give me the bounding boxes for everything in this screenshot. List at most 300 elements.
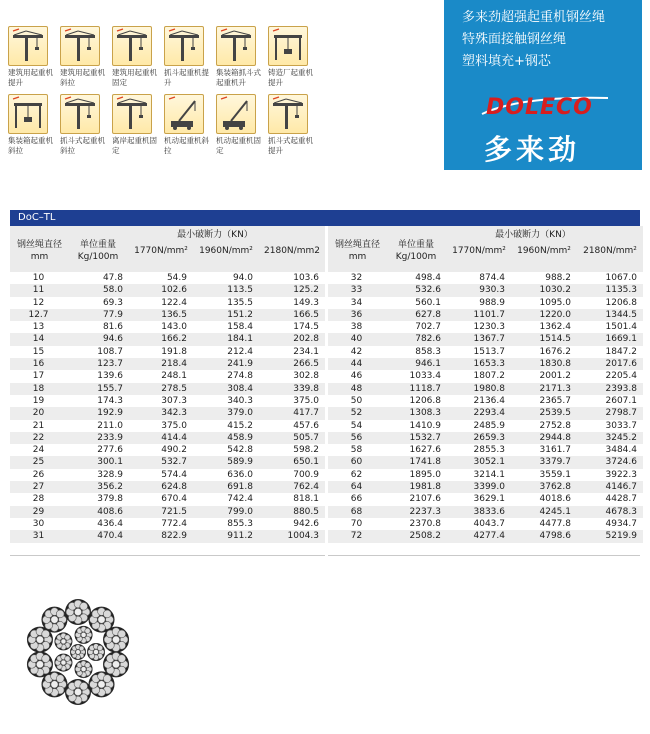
table-row [328, 321, 643, 333]
cell-force-1960: 911.2 [227, 531, 253, 542]
brand-tagline-3: 塑料填充+钢芯 [462, 54, 551, 69]
cell-force-2180: 4146.7 [605, 482, 637, 493]
cell-force-1960: 2539.5 [539, 408, 571, 419]
header-grade-1960: 1960N/mm² [199, 246, 253, 256]
cell-force-2180: 650.1 [293, 457, 319, 468]
table-row [328, 346, 643, 358]
cell-force-2180: 1067.0 [605, 273, 637, 283]
cell-force-2180: 505.7 [293, 432, 319, 443]
cell-force-1960: 151.2 [227, 309, 253, 320]
cell-diameter: 36 [350, 309, 363, 320]
cell-force-1770: 191.8 [161, 346, 187, 357]
cell-force-1770: 54.9 [166, 273, 187, 283]
cell-weight: 81.6 [102, 322, 123, 333]
cell-diameter: 64 [350, 482, 363, 493]
cell-force-1770: 278.5 [161, 383, 187, 394]
cell-force-2180: 942.6 [293, 518, 319, 529]
application-icon-cell [60, 26, 112, 88]
cell-weight: 1627.6 [409, 445, 441, 456]
header-diameter-right: 钢丝绳直径 [334, 240, 380, 250]
cell-force-1960: 4798.6 [539, 531, 571, 542]
cell-diameter: 60 [350, 457, 363, 468]
brand-tagline-1: 多来劲超强起重机钢丝绳 [462, 10, 606, 25]
table-row [10, 530, 325, 542]
header-grade-1770-right: 1770N/mm² [452, 246, 506, 256]
application-icon-label: 建筑用起重机固定 [112, 68, 157, 87]
cell-diameter: 32 [350, 273, 363, 283]
cell-diameter: 33 [350, 285, 363, 296]
table-row [328, 383, 643, 395]
cell-diameter: 52 [350, 408, 363, 419]
cell-weight: 155.7 [97, 383, 123, 394]
cell-diameter: 24 [32, 445, 45, 456]
cell-diameter: 10 [32, 273, 45, 283]
table-row [10, 321, 325, 333]
cell-force-1770: 2485.9 [473, 420, 505, 431]
cell-force-1770: 772.4 [161, 518, 187, 529]
table-row [328, 444, 643, 456]
cell-diameter: 19 [32, 395, 45, 406]
application-icon-label: 抓斗式起重机斜拉 [60, 136, 105, 155]
cell-force-1960: 3762.8 [539, 482, 571, 493]
cell-weight: 627.8 [415, 309, 441, 320]
cell-weight: 108.7 [97, 346, 123, 357]
cell-weight: 233.9 [97, 432, 123, 443]
cell-force-2180: 3033.7 [605, 420, 637, 431]
header-diameter-unit-right: mm [348, 252, 367, 262]
cell-force-2180: 1004.3 [287, 531, 319, 542]
breaking-force-table [10, 210, 640, 556]
cell-diameter: 30 [32, 518, 45, 529]
cell-force-1770: 2136.4 [473, 395, 505, 406]
cell-weight: 1308.3 [409, 408, 441, 419]
application-icon-label: 抓斗式起重机提升 [268, 136, 313, 155]
table-row [328, 456, 643, 468]
cell-weight: 211.0 [97, 420, 123, 431]
wire-rope-cross-section-icon [22, 596, 134, 708]
cell-force-1770: 375.0 [161, 420, 187, 431]
rope-strand [65, 679, 91, 705]
application-icon-cell [112, 94, 164, 156]
cell-force-1770: 1367.7 [473, 334, 505, 345]
cell-force-1960: 589.9 [227, 457, 253, 468]
cell-force-1770: 4277.4 [473, 531, 505, 542]
cell-force-1960: 274.8 [227, 371, 253, 382]
cell-weight: 946.1 [415, 359, 441, 370]
cell-force-2180: 174.5 [293, 322, 319, 333]
application-icon-label: 离岸起重机固定 [112, 136, 157, 155]
cell-force-2180: 375.0 [293, 395, 319, 406]
application-icon-cell [164, 94, 216, 156]
cell-diameter: 12 [32, 297, 45, 308]
table-row [328, 333, 643, 345]
cell-force-2180: 598.2 [293, 445, 319, 456]
cell-force-1770: 307.3 [161, 395, 187, 406]
cell-force-1770: 4043.7 [473, 518, 505, 529]
cell-diameter: 15 [32, 346, 45, 357]
cell-weight: 77.9 [102, 309, 123, 320]
application-icon-label: 抓斗起重机提升 [164, 68, 209, 87]
cell-force-2180: 2205.4 [605, 371, 637, 382]
cell-diameter: 54 [350, 420, 363, 431]
cell-force-1960: 340.3 [227, 395, 253, 406]
cell-force-1770: 218.4 [161, 359, 187, 370]
cell-diameter: 40 [350, 334, 363, 345]
cell-force-1960: 1095.0 [539, 297, 571, 308]
cell-weight: 1532.7 [409, 432, 441, 443]
cell-force-2180: 166.5 [293, 309, 319, 320]
application-icon-cell [216, 94, 268, 156]
cell-weight: 1981.8 [409, 482, 441, 493]
cell-force-1770: 670.4 [161, 494, 187, 505]
table-row [328, 530, 643, 542]
cell-force-2180: 762.4 [293, 482, 319, 493]
table-row [328, 309, 643, 321]
cell-force-2180: 234.1 [293, 346, 319, 357]
table-row [10, 333, 325, 345]
cell-force-1770: 1230.3 [473, 322, 505, 333]
tower-crane-hoist-icon [8, 26, 48, 66]
cell-force-1960: 2365.7 [539, 395, 571, 406]
cell-force-2180: 2017.6 [605, 359, 637, 370]
cell-weight: 1206.8 [409, 395, 441, 406]
cell-diameter: 20 [32, 408, 45, 419]
table-rows-left [10, 272, 325, 543]
cell-force-2180: 1501.4 [605, 322, 637, 333]
cell-force-2180: 3724.6 [605, 457, 637, 468]
cell-force-1770: 3052.1 [473, 457, 505, 468]
cell-weight: 782.6 [415, 334, 441, 345]
cell-diameter: 12.7 [28, 309, 49, 320]
cell-force-1770: 532.7 [161, 457, 187, 468]
table-row [328, 432, 643, 444]
table-row [328, 297, 643, 309]
cell-force-1960: 855.3 [227, 518, 253, 529]
rope-strand [75, 626, 93, 644]
cell-force-1960: 1514.5 [539, 334, 571, 345]
table-row [10, 432, 325, 444]
table-row [328, 272, 643, 284]
container-crane-diagonal-icon [8, 94, 48, 134]
cell-force-1770: 3629.1 [473, 494, 505, 505]
cell-force-2180: 3484.4 [605, 445, 637, 456]
cell-diameter: 46 [350, 371, 363, 382]
table-row [10, 506, 325, 518]
cell-diameter: 62 [350, 469, 363, 480]
cell-force-1770: 1513.7 [473, 346, 505, 357]
cell-force-2180: 103.6 [293, 273, 319, 283]
table-row [10, 420, 325, 432]
cell-force-1960: 415.2 [227, 420, 253, 431]
cell-force-2180: 818.1 [293, 494, 319, 505]
cell-force-2180: 700.9 [293, 469, 319, 480]
table-row [328, 469, 643, 481]
cell-weight: 58.0 [102, 285, 123, 296]
cell-diameter: 72 [350, 531, 363, 542]
header-weight-right: 单位重量 [397, 240, 434, 250]
rope-strand [41, 607, 67, 633]
rope-strand [65, 599, 91, 625]
cell-weight: 1118.7 [409, 383, 441, 394]
cell-force-1960: 988.2 [545, 273, 571, 283]
cell-force-1960: 3559.1 [539, 469, 571, 480]
brand-tagline-2: 特殊面接触钢丝绳 [462, 32, 567, 47]
application-icon-cell [60, 94, 112, 156]
table-header-left [10, 226, 325, 272]
cell-weight: 498.4 [415, 273, 441, 283]
table-row [10, 395, 325, 407]
cell-weight: 532.6 [415, 285, 441, 296]
cell-force-1960: 1220.0 [539, 309, 571, 320]
cell-diameter: 44 [350, 359, 363, 370]
cell-force-1770: 930.3 [479, 285, 505, 296]
table-row [10, 272, 325, 284]
cell-weight: 139.6 [97, 371, 123, 382]
application-icon-label: 集装箱抓斗式起重机升 [216, 68, 261, 87]
rope-strand [27, 651, 53, 677]
cell-diameter: 50 [350, 395, 363, 406]
cell-weight: 356.2 [97, 482, 123, 493]
cell-force-1960: 212.4 [227, 346, 253, 357]
application-icon-label: 建筑用起重机提升 [8, 68, 53, 87]
header-breaking-force: 最小破断力（KN） [177, 230, 253, 240]
table-row [10, 493, 325, 505]
cell-weight: 69.3 [102, 297, 123, 308]
cell-force-1960: 4477.8 [539, 518, 571, 529]
cell-force-2180: 1669.1 [605, 334, 637, 345]
cell-weight: 1410.9 [409, 420, 441, 431]
cell-diameter: 18 [32, 383, 45, 394]
brand-name-cn: 多来劲 [484, 133, 581, 166]
cell-force-2180: 880.5 [293, 506, 319, 517]
cell-force-2180: 1135.3 [605, 285, 637, 296]
application-icon-cell [8, 94, 60, 156]
cell-force-2180: 339.8 [293, 383, 319, 394]
table-row [10, 383, 325, 395]
rope-strand [54, 632, 72, 650]
cell-force-2180: 3245.2 [605, 432, 637, 443]
table-row [10, 297, 325, 309]
cell-force-1960: 1830.8 [539, 359, 571, 370]
cell-force-2180: 4934.7 [605, 518, 637, 529]
cell-force-1770: 166.2 [161, 334, 187, 345]
cell-force-2180: 1206.8 [605, 297, 637, 308]
cell-force-1960: 3161.7 [539, 445, 571, 456]
offshore-crane-icon [112, 94, 152, 134]
rope-strand [75, 660, 93, 678]
cell-force-1960: 2001.2 [539, 371, 571, 382]
cell-force-1770: 136.5 [161, 309, 187, 320]
cell-weight: 436.4 [97, 518, 123, 529]
table-row [10, 346, 325, 358]
table-header-right [328, 226, 643, 272]
cell-diameter: 16 [32, 359, 45, 370]
rope-strand [89, 671, 115, 697]
table-row [328, 407, 643, 419]
table-right-half [328, 226, 643, 543]
application-icon-cell [268, 94, 320, 156]
application-icon-label: 机动起重机斜拉 [164, 136, 209, 155]
application-icon-cell [164, 26, 216, 88]
doleco-logo [480, 92, 610, 122]
cell-force-1960: 3379.7 [539, 457, 571, 468]
cell-weight: 858.3 [415, 346, 441, 357]
cell-weight: 2107.6 [409, 494, 441, 505]
table-row [328, 518, 643, 530]
table-row [328, 481, 643, 493]
cell-diameter: 14 [32, 334, 45, 345]
cell-force-1960: 135.5 [227, 297, 253, 308]
cell-force-1770: 1980.8 [473, 383, 505, 394]
cell-diameter: 26 [32, 469, 45, 480]
application-icon-label: 铸造厂起重机提升 [268, 68, 313, 87]
header-weight-unit: Kg/100m [77, 252, 119, 262]
cell-force-1960: 1676.2 [539, 346, 571, 357]
cell-diameter: 11 [32, 285, 45, 296]
cell-force-1960: 379.0 [227, 408, 253, 419]
cell-force-1770: 3833.6 [473, 506, 505, 517]
cell-force-1960: 458.9 [227, 432, 253, 443]
cell-force-2180: 125.2 [293, 285, 319, 296]
cell-weight: 470.4 [97, 531, 123, 542]
application-icon-label: 机动起重机固定 [216, 136, 261, 155]
table-row [328, 506, 643, 518]
cell-diameter: 21 [32, 420, 45, 431]
cell-force-1960: 184.1 [227, 334, 253, 345]
table-row [328, 284, 643, 296]
cell-weight: 300.1 [97, 457, 123, 468]
cell-force-1960: 113.5 [227, 285, 253, 296]
cell-force-1960: 308.4 [227, 383, 253, 394]
table-rows-right [328, 272, 643, 543]
cell-force-2180: 149.3 [293, 297, 319, 308]
cell-force-2180: 2607.1 [605, 395, 637, 406]
table-row [10, 456, 325, 468]
header-weight: 单位重量 [79, 240, 116, 250]
cell-force-2180: 266.5 [293, 359, 319, 370]
cell-diameter: 31 [32, 531, 45, 542]
tower-crane-fixed-icon [112, 26, 152, 66]
cell-diameter: 56 [350, 432, 363, 443]
cell-weight: 174.3 [97, 395, 123, 406]
cell-force-1770: 2293.4 [473, 408, 505, 419]
table-row [328, 420, 643, 432]
table-row [10, 309, 325, 321]
cell-force-1770: 1807.2 [473, 371, 505, 382]
cell-diameter: 42 [350, 346, 363, 357]
table-row [328, 395, 643, 407]
cell-force-1770: 822.9 [161, 531, 187, 542]
cell-force-2180: 4428.7 [605, 494, 637, 505]
cell-diameter: 68 [350, 506, 363, 517]
application-icon-label: 建筑用起重机斜拉 [60, 68, 105, 87]
cell-force-2180: 457.6 [293, 420, 319, 431]
cell-force-1960: 691.8 [227, 482, 253, 493]
cell-force-2180: 5219.9 [605, 531, 637, 542]
cell-weight: 94.6 [102, 334, 123, 345]
foundry-crane-icon [268, 26, 308, 66]
table-title: DoC–TL [10, 210, 640, 226]
table-row [10, 518, 325, 530]
cell-diameter: 66 [350, 494, 363, 505]
cell-diameter: 27 [32, 482, 45, 493]
header-diameter: 钢丝绳直径 [16, 240, 62, 250]
cell-force-1770: 3214.1 [473, 469, 505, 480]
table-left-half [10, 226, 325, 543]
table-row [10, 370, 325, 382]
header-diameter-unit: mm [30, 252, 49, 262]
table-row [10, 469, 325, 481]
application-icon-cell [112, 26, 164, 88]
table-row [10, 284, 325, 296]
cell-force-1960: 636.0 [227, 469, 253, 480]
cell-weight: 2370.8 [409, 518, 441, 529]
cell-diameter: 29 [32, 506, 45, 517]
cell-force-1770: 248.1 [161, 371, 187, 382]
cell-weight: 192.9 [97, 408, 123, 419]
cell-diameter: 70 [350, 518, 363, 529]
tower-crane-diagonal-icon [60, 26, 100, 66]
mobile-crane-diagonal-icon [164, 94, 204, 134]
cell-force-2180: 1344.5 [605, 309, 637, 320]
cell-force-1770: 1101.7 [473, 309, 505, 320]
cell-force-1960: 4018.6 [539, 494, 571, 505]
header-grade-2180-right: 2180N/mm² [583, 246, 637, 256]
cell-force-1770: 721.5 [161, 506, 187, 517]
table-row [10, 444, 325, 456]
cell-weight: 560.1 [415, 297, 441, 308]
cell-weight: 2508.2 [409, 531, 441, 542]
cell-weight: 1895.0 [409, 469, 441, 480]
cell-force-1770: 988.9 [479, 297, 505, 308]
table-row [10, 358, 325, 370]
table-row [328, 358, 643, 370]
mobile-crane-fixed-icon [216, 94, 256, 134]
application-icon-label: 集装箱起重机斜拉 [8, 136, 53, 155]
logo-text: DOLECO [486, 95, 593, 120]
cell-force-2180: 302.8 [293, 371, 319, 382]
cell-force-1770: 102.6 [161, 285, 187, 296]
cell-diameter: 38 [350, 322, 363, 333]
table-row [10, 481, 325, 493]
cell-force-2180: 2393.8 [605, 383, 637, 394]
grab-crane-lift-icon [268, 94, 308, 134]
cell-force-1770: 1653.3 [473, 359, 505, 370]
cell-diameter: 58 [350, 445, 363, 456]
table-row [10, 407, 325, 419]
cell-force-1770: 3399.0 [473, 482, 505, 493]
cell-diameter: 34 [350, 297, 363, 308]
table-row [328, 493, 643, 505]
grab-crane-hoist-icon [164, 26, 204, 66]
cell-weight: 2237.3 [409, 506, 441, 517]
cell-force-2180: 2798.7 [605, 408, 637, 419]
header-grade-1960-right: 1960N/mm² [517, 246, 571, 256]
cell-diameter: 28 [32, 494, 45, 505]
cell-weight: 379.8 [97, 494, 123, 505]
brand-panel [444, 0, 642, 170]
container-crane-hoist-icon [216, 26, 256, 66]
application-icon-cell [216, 26, 268, 88]
cell-force-1960: 2944.8 [539, 432, 571, 443]
cell-diameter: 13 [32, 322, 45, 333]
cell-force-1770: 414.4 [161, 432, 187, 443]
cell-force-1960: 799.0 [227, 506, 253, 517]
cell-force-1960: 94.0 [232, 273, 253, 283]
application-icon-cell [8, 26, 60, 88]
application-icon-cell [268, 26, 320, 88]
header-grade-2180: 2180N/mm2 [264, 246, 320, 256]
